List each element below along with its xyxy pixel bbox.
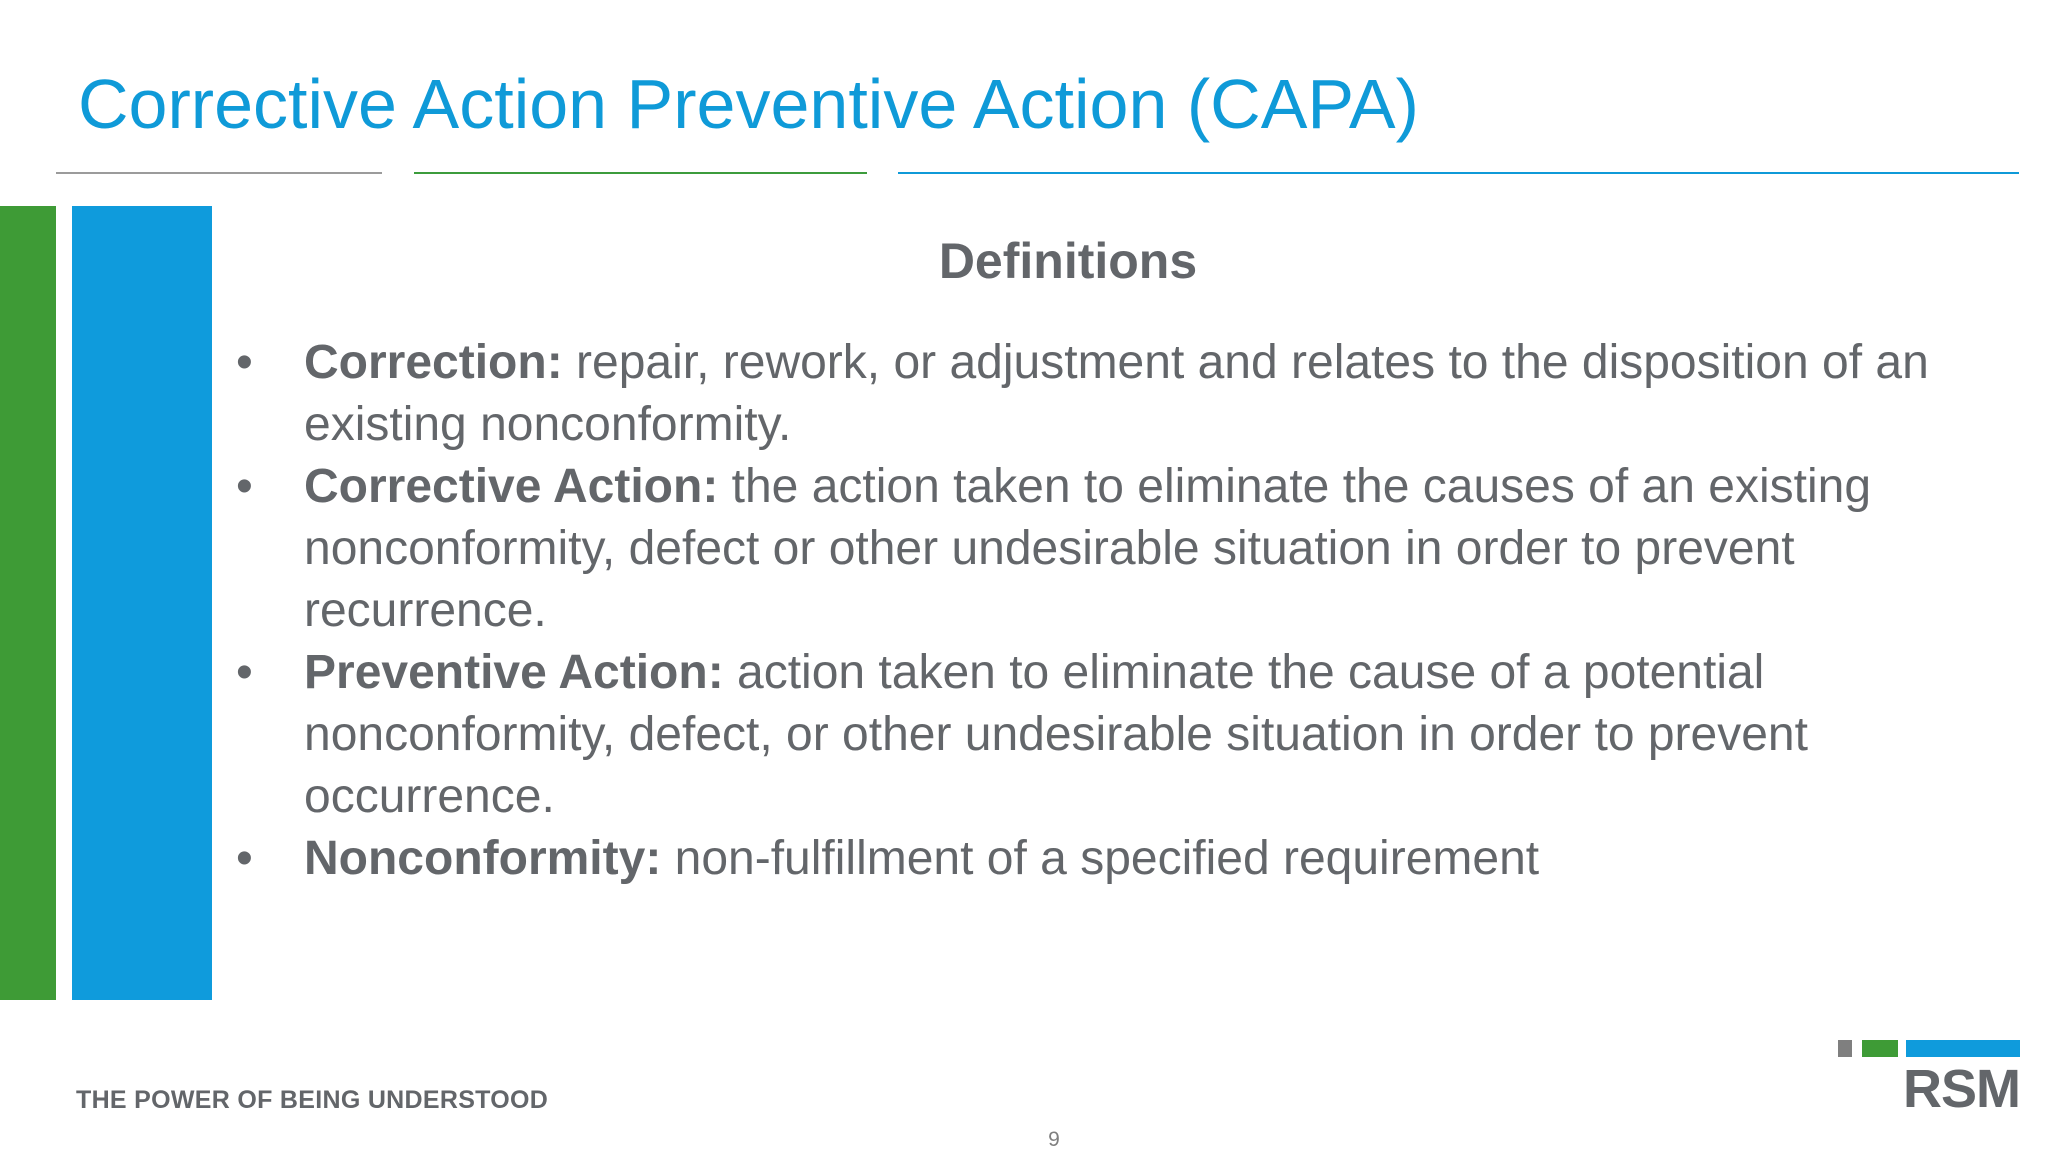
accent-bar-blue <box>72 206 212 1000</box>
bullet-icon: • <box>236 336 253 389</box>
logo-square-gray <box>1838 1040 1852 1057</box>
logo-wordmark: RSM <box>1903 1059 2020 1119</box>
rsm-logo <box>1838 1040 2020 1119</box>
definitions-list <box>236 332 2006 890</box>
definition-text: action taken to eliminate the cause of a potential nonconformity, defect, or other undesirable situation in order to prevent occurrence. <box>304 646 1808 823</box>
section-heading: Definitions <box>938 233 1198 289</box>
footer-tagline: THE POWER OF BEING UNDERSTOOD <box>76 1086 549 1114</box>
bullet-icon: • <box>236 460 253 513</box>
definition-item-preventive-action <box>236 642 2006 828</box>
definition-term: Preventive Action: <box>304 646 724 699</box>
logo-bar-blue <box>1906 1040 2020 1057</box>
definition-item-correction <box>236 332 2006 456</box>
bullet-icon: • <box>236 832 253 885</box>
divider-blue <box>898 172 2019 174</box>
definition-term: Corrective Action: <box>304 460 719 513</box>
accent-bar-green <box>0 206 56 1000</box>
definition-text: repair, rework, or adjustment and relates to the disposition of an existing nonconformity. <box>304 336 1929 451</box>
page-number: 9 <box>1048 1128 1060 1151</box>
bullet-icon: • <box>236 646 253 699</box>
definition-text: non-fulfillment of a specified requirement <box>661 832 1540 885</box>
divider-gray <box>56 172 382 174</box>
slide-title: Corrective Action Preventive Action (CAPA) <box>78 65 1419 143</box>
definition-term: Correction: <box>304 336 563 389</box>
definition-text: the action taken to eliminate the causes of an existing nonconformity, defect or other undesirable situation in order to prevent recurrence. <box>304 460 1872 637</box>
definition-item-nonconformity <box>236 828 2006 890</box>
definition-term: Nonconformity: <box>304 832 662 885</box>
logo-bar-green <box>1862 1040 1898 1057</box>
divider-green <box>414 172 867 174</box>
definition-item-corrective-action <box>236 456 2006 642</box>
